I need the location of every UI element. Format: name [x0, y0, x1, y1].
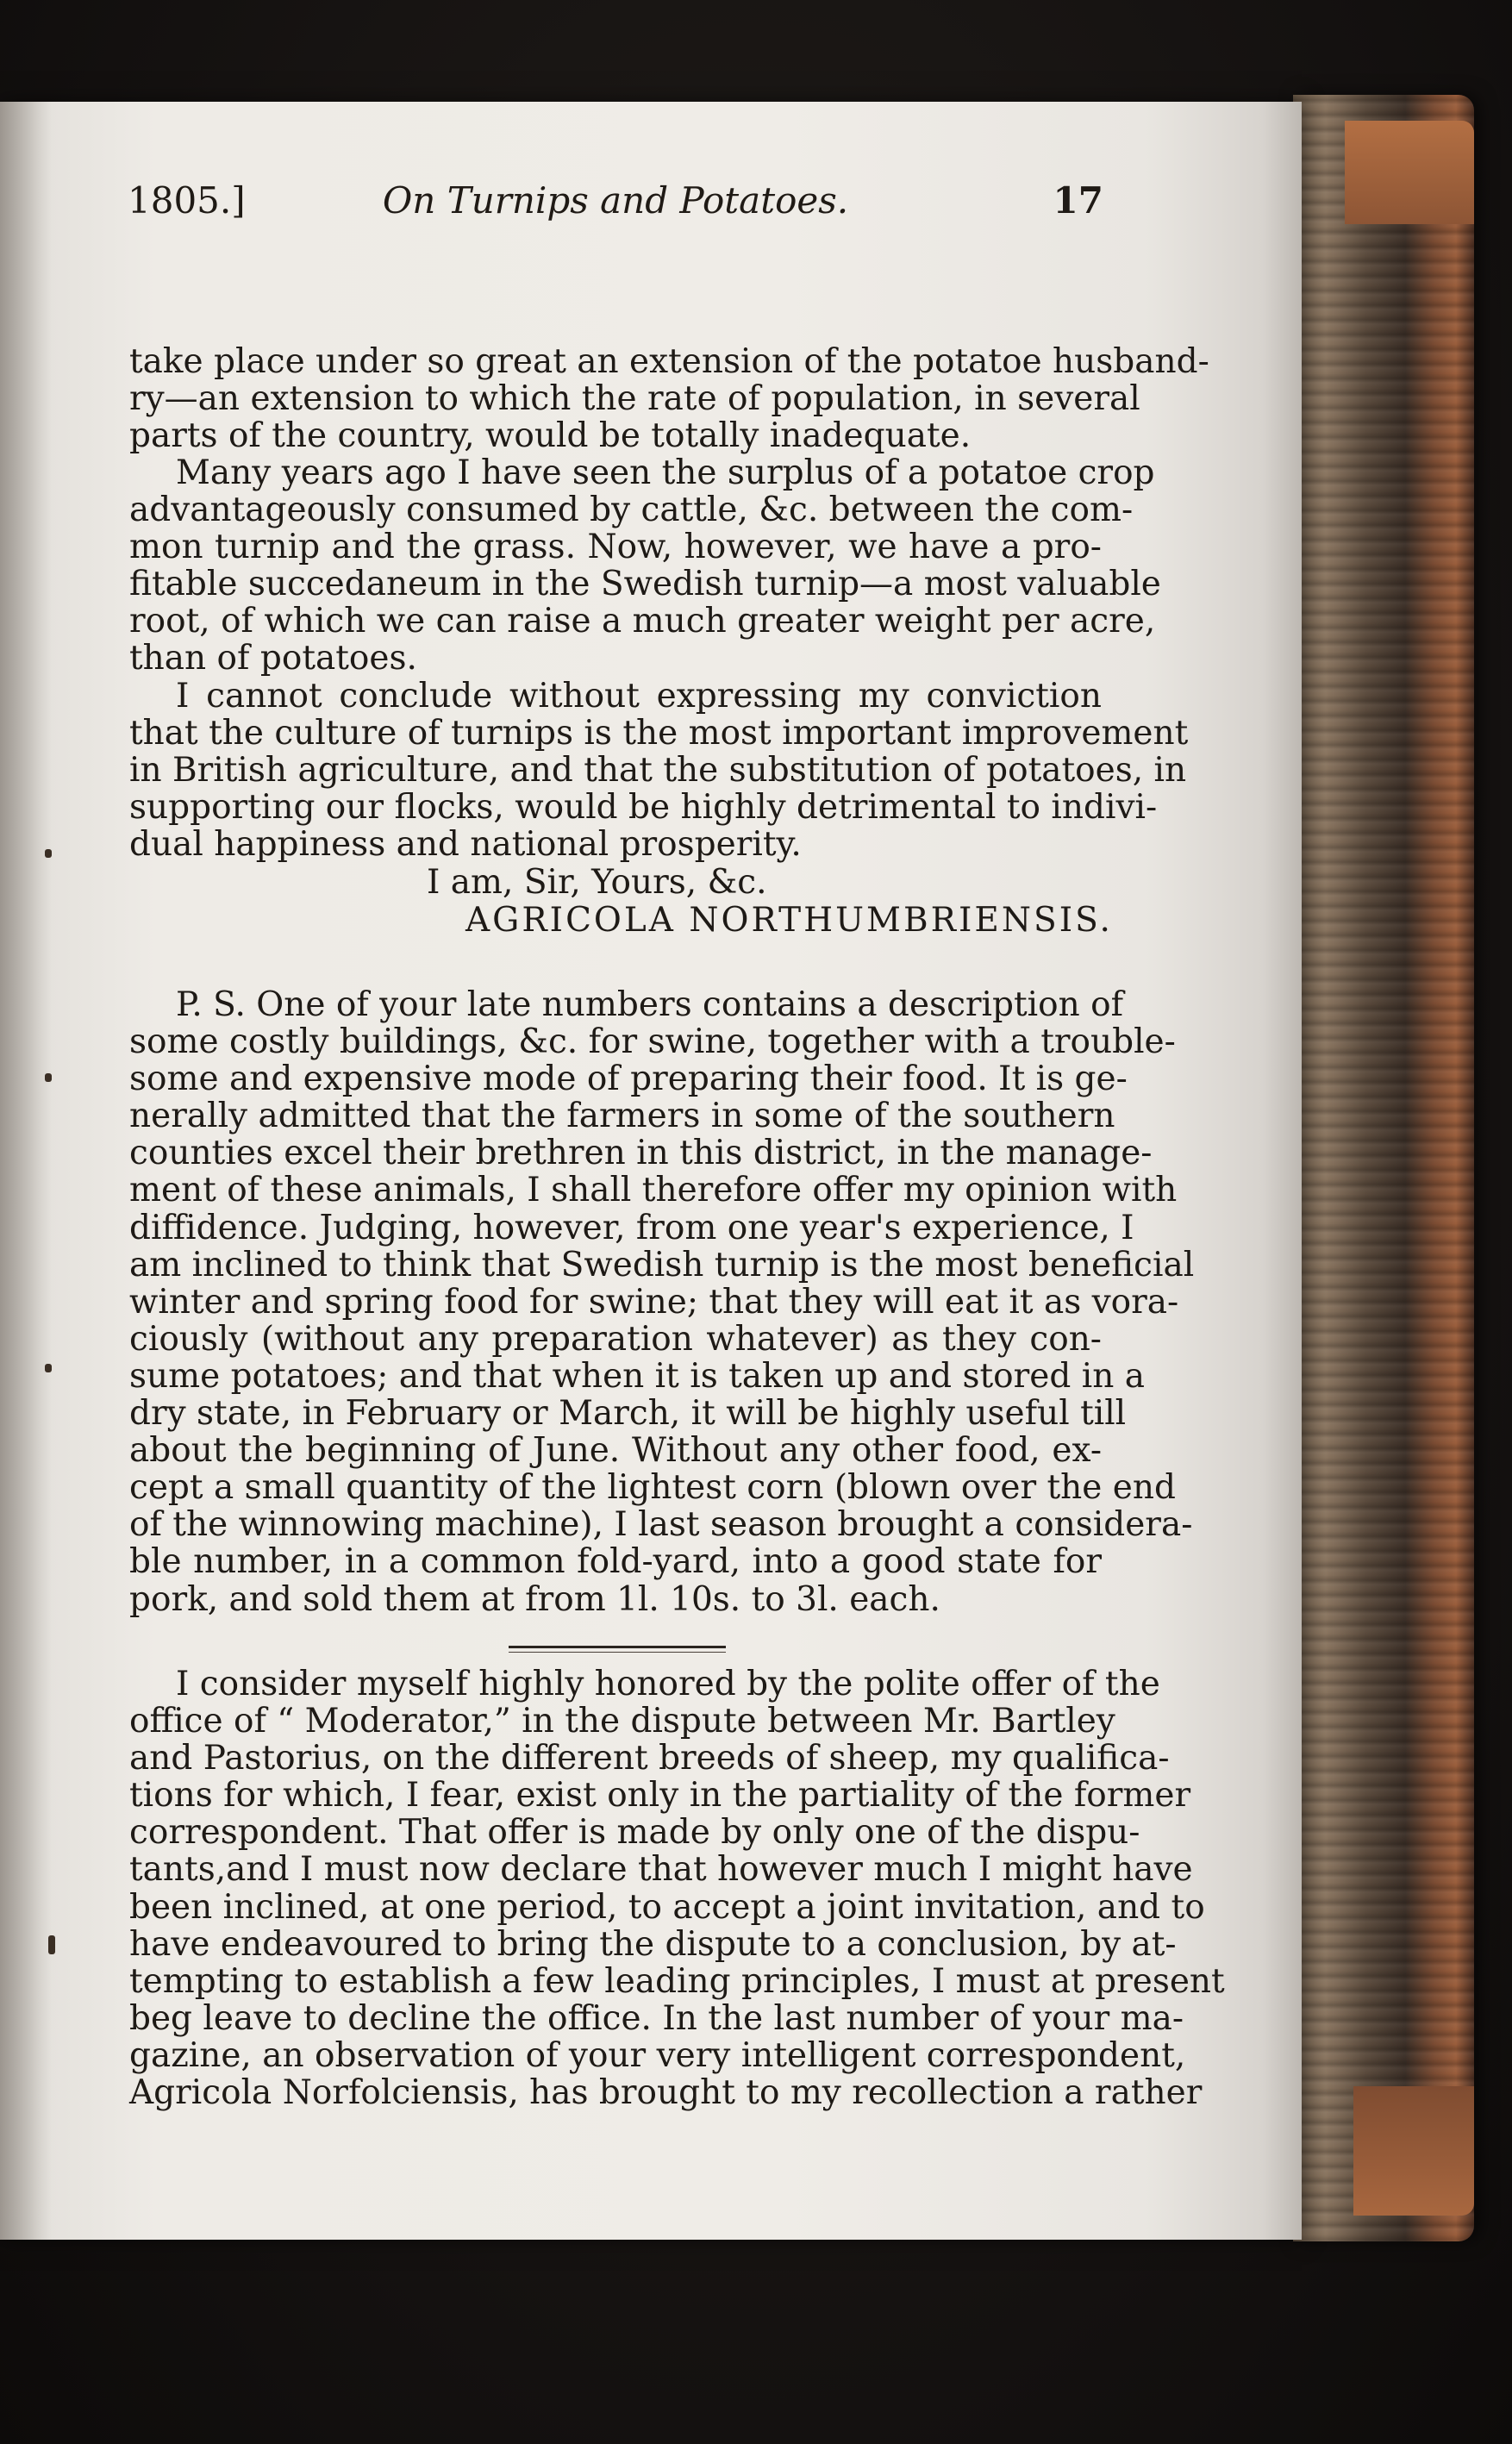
- margin-speck: [48, 1935, 55, 1954]
- text-line: root, of which we can raise a much greater weight per acre,: [129, 602, 1156, 641]
- text-line: ble number, in a common fold-yard, into a good state for: [129, 1542, 1102, 1582]
- text-line: Many years ago I have seen the surplus of a potatoe crop: [176, 453, 1155, 492]
- margin-speck: [45, 1364, 52, 1372]
- postscript-paragraph: [129, 985, 1195, 1619]
- text-line: am inclined to think that Swedish turnip is the most beneficial: [129, 1245, 1195, 1285]
- text-line: winter and spring food for swine; that they will eat it as vora-: [129, 1282, 1179, 1322]
- running-head: [128, 179, 1103, 231]
- margin-speck: [45, 849, 52, 858]
- binding-top-corner: [1345, 121, 1474, 224]
- letter-closing: I am, Sir, Yours, &c.: [427, 863, 767, 902]
- text-line: sume potatoes; and that when it is taken up and stored in a: [129, 1356, 1145, 1396]
- text-line: office of “ Moderator,” in the dispute between Mr. Bartley: [129, 1702, 1115, 1741]
- text-line: mon turnip and the grass. Now, however, we have a pro-: [129, 528, 1102, 567]
- running-head-title: On Turnips and Potatoes.: [382, 179, 849, 222]
- text-line: Agricola Norfolciensis, has brought to my recollection a rather: [129, 2073, 1203, 2113]
- text-line: take place under so great an extension of the potatoe husband-: [129, 342, 1209, 381]
- text-line: gazine, an observation of your very intelligent correspondent,: [129, 2035, 1186, 2075]
- paragraph-surplus-crop: [129, 453, 1161, 678]
- text-line: fitable succedaneum in the Swedish turnip—a most valuable: [129, 565, 1161, 604]
- text-line: pork, and sold them at from 1l. 10s. to 3l. each.: [129, 1579, 940, 1619]
- text-line: I cannot conclude without expressing my conviction: [176, 677, 1102, 716]
- text-line: diffidence. Judging, however, from one year's experience, I: [129, 1208, 1134, 1247]
- text-line: advantageously consumed by cattle, &c. between the com-: [129, 491, 1134, 530]
- text-line: tants,and I must now declare that however much I might have: [129, 1850, 1193, 1890]
- gutter-shadow: [0, 102, 52, 2240]
- text-line: dry state, in February or March, it will be highly useful till: [129, 1394, 1127, 1434]
- text-line: ciously (without any preparation whatever) as they con-: [129, 1319, 1102, 1359]
- text-line: P. S. One of your late numbers contains a description of: [176, 985, 1124, 1024]
- text-line: and Pastorius, on the different breeds of sheep, my qualifica-: [129, 1739, 1170, 1778]
- text-line: nerally admitted that the farmers in some of the southern: [129, 1097, 1115, 1136]
- text-line: in British agriculture, and that the substitution of potatoes, in: [129, 751, 1187, 791]
- text-line: correspondent. That offer is made by only one of the dispu-: [129, 1813, 1140, 1853]
- paragraph-conclusion: [129, 677, 1189, 865]
- section-divider-rule: [509, 1646, 726, 1648]
- letter-moderator-paragraph: [129, 1665, 1225, 2113]
- text-line: tions for which, I fear, exist only in the partiality of the former: [129, 1776, 1191, 1816]
- paragraph-continuation: [129, 342, 1209, 456]
- text-line: of the winnowing machine), I last season brought a considera-: [129, 1505, 1193, 1545]
- text-line: than of potatoes.: [129, 639, 417, 678]
- text-line: cept a small quantity of the lightest corn (blown over the end: [129, 1468, 1176, 1508]
- binding-bottom-corner: [1353, 2086, 1474, 2216]
- text-line: ry—an extension to which the rate of population, in several: [129, 379, 1140, 419]
- text-line: dual happiness and national prosperity.: [129, 825, 802, 865]
- margin-speck: [45, 1073, 52, 1082]
- letter-signature: AGRICOLA NORTHUMBRIENSIS.: [465, 901, 1113, 940]
- text-line: tempting to establish a few leading principles, I must at present: [129, 1961, 1225, 2001]
- text-line: supporting our flocks, would be highly detrimental to indivi-: [129, 788, 1158, 828]
- text-line: about the beginning of June. Without any other food, ex-: [129, 1431, 1102, 1471]
- text-line: ment of these animals, I shall therefore offer my opinion with: [129, 1171, 1178, 1210]
- text-line: some and expensive mode of preparing their food. It is ge-: [129, 1059, 1128, 1099]
- text-line: parts of the country, would be totally inadequate.: [129, 416, 972, 456]
- text-line: beg leave to decline the office. In the last number of your ma-: [129, 1998, 1184, 2038]
- text-line: counties excel their brethren in this district, in the manage-: [129, 1134, 1153, 1173]
- text-line: that the culture of turnips is the most important improvement: [129, 714, 1189, 753]
- running-head-year: 1805.]: [128, 179, 246, 222]
- text-line: some costly buildings, &c. for swine, together with a trouble-: [129, 1022, 1176, 1062]
- page-number: 17: [1053, 179, 1103, 222]
- book-binding: [1293, 95, 1474, 2241]
- text-line: I consider myself highly honored by the polite offer of the: [176, 1665, 1160, 1703]
- text-line: have endeavoured to bring the dispute to a conclusion, by at-: [129, 1924, 1177, 1964]
- text-line: been inclined, at one period, to accept a joint invitation, and to: [129, 1887, 1205, 1927]
